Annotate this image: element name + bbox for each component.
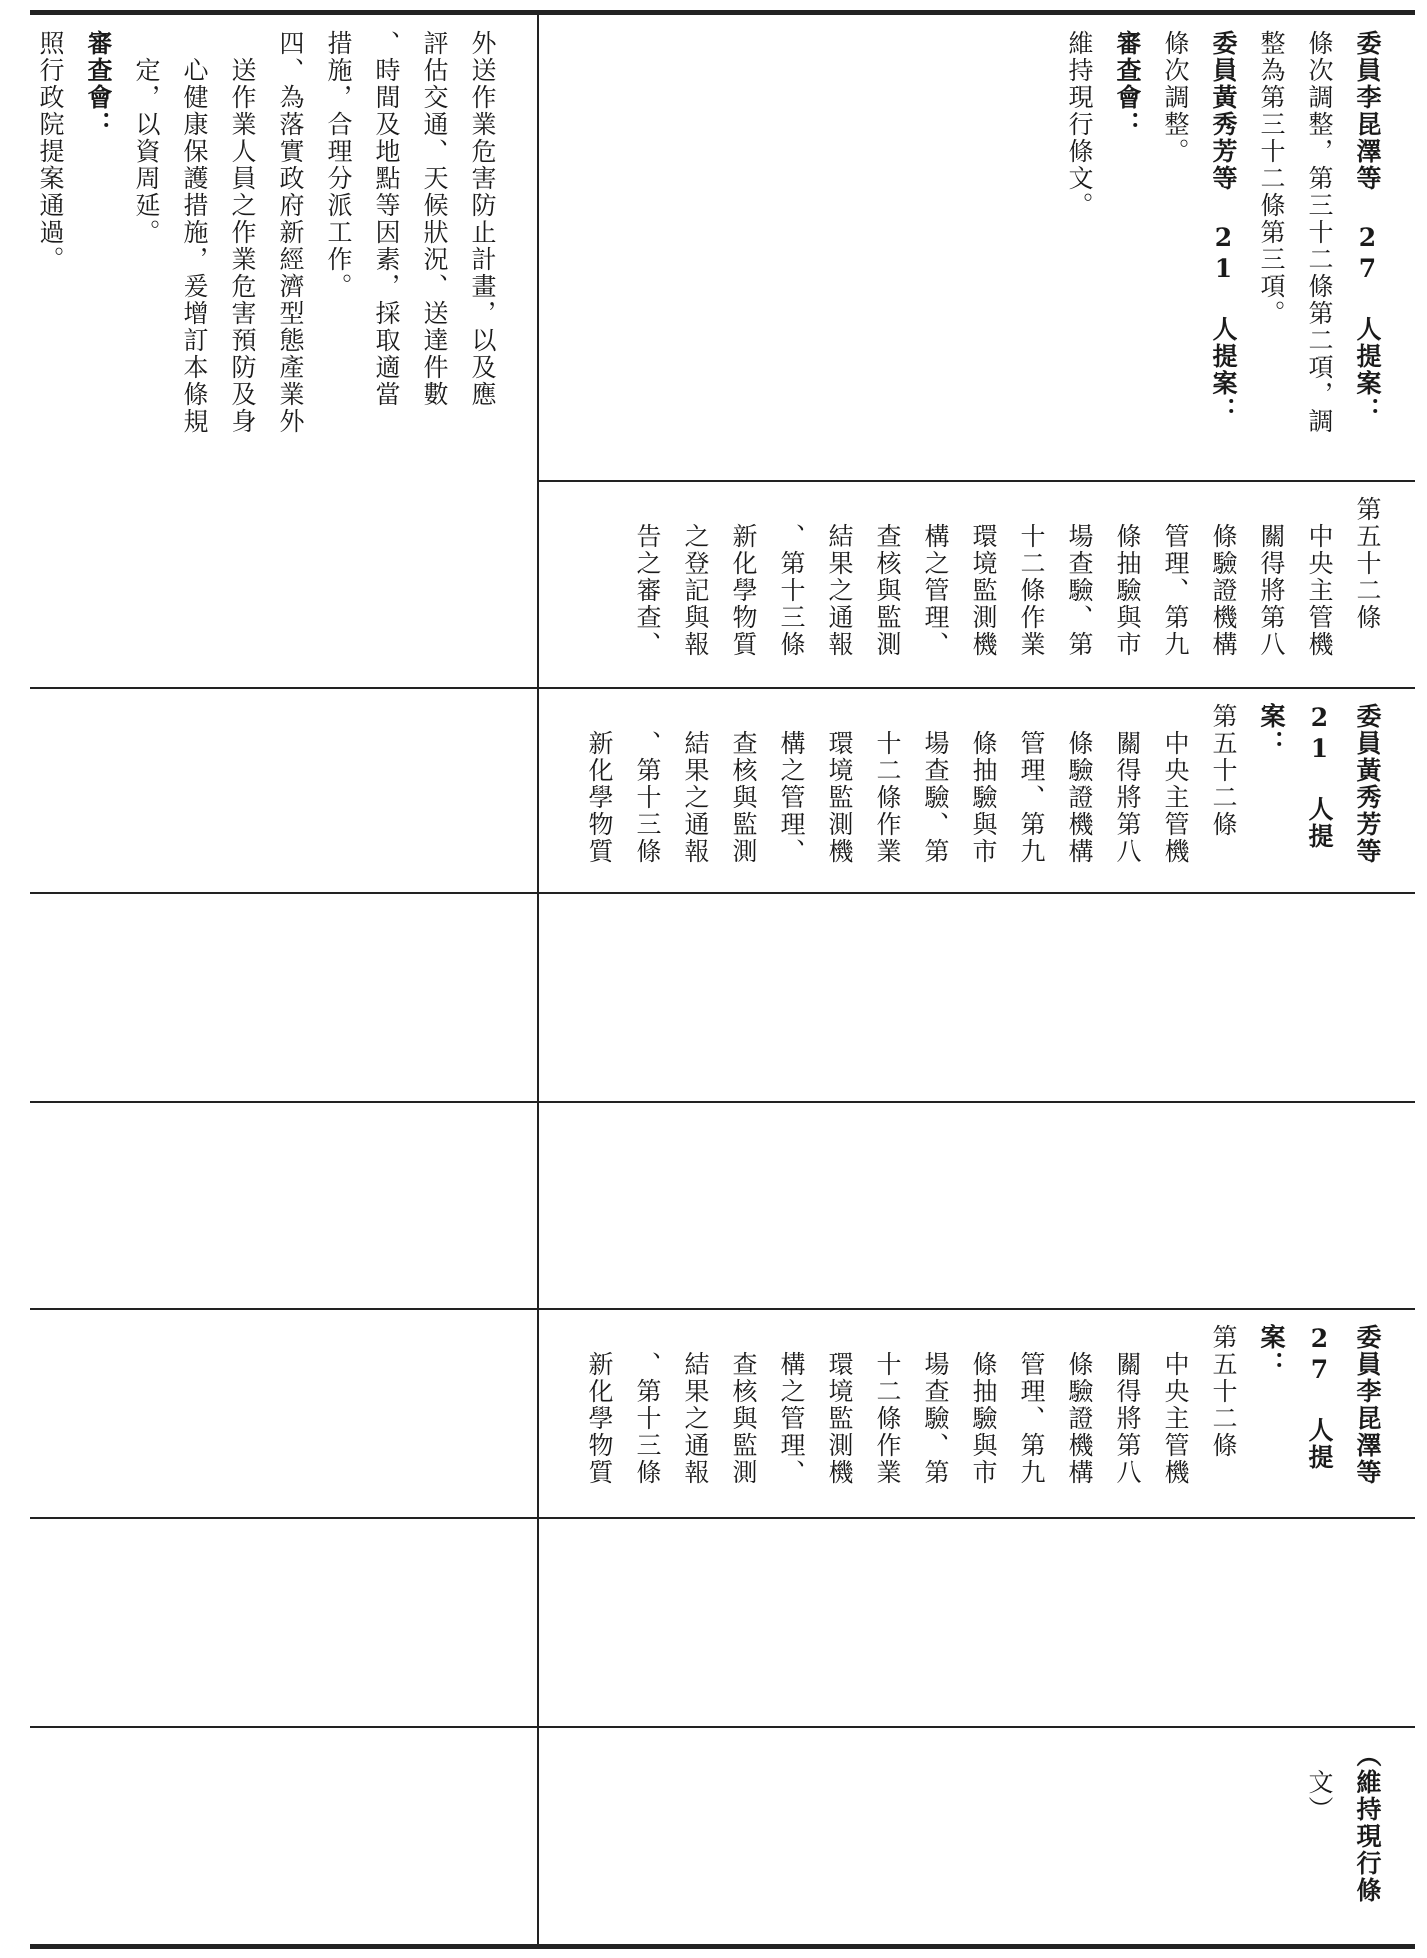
text-line: 查核與監測 <box>729 730 758 865</box>
document-page <box>30 10 1415 1950</box>
text-line: 十二條作業 <box>1017 523 1046 658</box>
text-line: 照行政院提案通過。 <box>36 30 65 273</box>
text-line: 中央主管機 <box>1161 1351 1190 1486</box>
text-line: 、第十三條 <box>777 523 806 658</box>
text-line: 21 人提案： <box>1257 703 1334 850</box>
text-line: 構之管理、 <box>777 1351 806 1486</box>
text-line: 環境監測機 <box>969 523 998 658</box>
text-line: 條抽驗與市 <box>1113 523 1142 658</box>
text-line: 條驗證機構 <box>1065 1351 1094 1486</box>
text-line: 結果之通報 <box>825 523 854 658</box>
text-line: 十二條作業 <box>873 730 902 865</box>
text-line: 條驗證機構 <box>1209 523 1238 658</box>
text-line: 關得將第八 <box>1257 523 1286 658</box>
column-divider <box>537 10 539 1949</box>
text-line: 審查會： <box>84 30 113 138</box>
text-line: 新化學物質 <box>585 1351 614 1486</box>
text-line: 查核與監測 <box>729 1351 758 1486</box>
right-cell-row1 <box>540 18 1415 480</box>
text-line: 、時間及地點等因素，採取適當 <box>372 30 401 408</box>
text-line: 措施，合理分派工作。 <box>324 30 353 300</box>
text-line: 27 人提案： <box>1257 1324 1334 1471</box>
text-line: 關得將第八 <box>1113 1351 1142 1486</box>
right-cell-row8 <box>540 1728 1415 1944</box>
text-line: 條驗證機構 <box>1065 730 1094 865</box>
left-cell-row1 <box>30 18 534 480</box>
text-line: 委員李昆澤等 <box>1353 1324 1382 1486</box>
text-line: 告之審查、 <box>633 523 662 658</box>
text-line: 條抽驗與市 <box>969 730 998 865</box>
text-line: 之登記與報 <box>681 523 710 658</box>
text-line: 條次調整。 <box>1161 30 1190 165</box>
left-cell-empty <box>30 482 534 1942</box>
right-cell-row2 <box>540 482 1415 687</box>
text-line: 構之管理、 <box>921 523 950 658</box>
right-cell-row5 <box>540 1103 1415 1308</box>
right-cell-row3 <box>540 689 1415 892</box>
text-line: 場查驗、第 <box>921 730 950 865</box>
text-line: 新化學物質 <box>585 730 614 865</box>
text-line: 、第十三條 <box>633 1351 662 1486</box>
text-line: （維持現行條 <box>1353 1742 1382 1904</box>
text-line: 十二條作業 <box>873 1351 902 1486</box>
text-line: 委員李昆澤等 27 人提案： <box>1353 30 1382 424</box>
text-line: 管理、第九 <box>1017 730 1046 865</box>
text-line: 第五十二條 <box>1353 496 1382 631</box>
text-line: 場查驗、第 <box>921 1351 950 1486</box>
text-line: 條次調整，第三十二條第二項，調 <box>1305 30 1334 435</box>
text-line: 關得將第八 <box>1113 730 1142 865</box>
text-line: 環境監測機 <box>825 1351 854 1486</box>
text-line: 查核與監測 <box>873 523 902 658</box>
text-line: 中央主管機 <box>1305 523 1334 658</box>
text-line: 新化學物質 <box>729 523 758 658</box>
text-line: 整為第三十二條第三項。 <box>1257 30 1286 327</box>
text-line: 構之管理、 <box>777 730 806 865</box>
text-line: 委員黃秀芳等 21 人提案： <box>1209 30 1238 424</box>
text-line: 管理、第九 <box>1017 1351 1046 1486</box>
right-cell-row7 <box>540 1519 1415 1726</box>
text-line: 送作業人員之作業危害預防及身 <box>228 57 257 435</box>
text-line: 管理、第九 <box>1161 523 1190 658</box>
right-cell-row6 <box>540 1310 1415 1517</box>
text-line: 委員黃秀芳等 <box>1353 703 1382 865</box>
text-line: 環境監測機 <box>825 730 854 865</box>
text-line: 文） <box>1305 1769 1334 1823</box>
text-line: 定，以資周延。 <box>132 57 161 246</box>
text-line: 條抽驗與市 <box>969 1351 998 1486</box>
text-line: 、第十三條 <box>633 730 662 865</box>
text-line: 評估交通、天候狀況、送達件數 <box>420 30 449 408</box>
text-line: 結果之通報 <box>681 1351 710 1486</box>
text-line: 心健康保護措施，爰增訂本條規 <box>180 57 209 435</box>
text-line: 第五十二條 <box>1209 703 1238 838</box>
text-line: 第五十二條 <box>1209 1324 1238 1459</box>
text-line: 結果之通報 <box>681 730 710 865</box>
right-cell-row4 <box>540 894 1415 1101</box>
text-line: 外送作業危害防止計畫，以及應 <box>468 30 497 408</box>
text-line: 四、為落實政府新經濟型態產業外 <box>276 30 305 435</box>
text-line: 維持現行條文。 <box>1065 30 1094 219</box>
text-line: 中央主管機 <box>1161 730 1190 865</box>
table-bottom-rule <box>30 1944 1415 1949</box>
table-top-rule <box>30 10 1415 15</box>
text-line: 審查會： <box>1113 30 1142 138</box>
text-line: 場查驗、第 <box>1065 523 1094 658</box>
